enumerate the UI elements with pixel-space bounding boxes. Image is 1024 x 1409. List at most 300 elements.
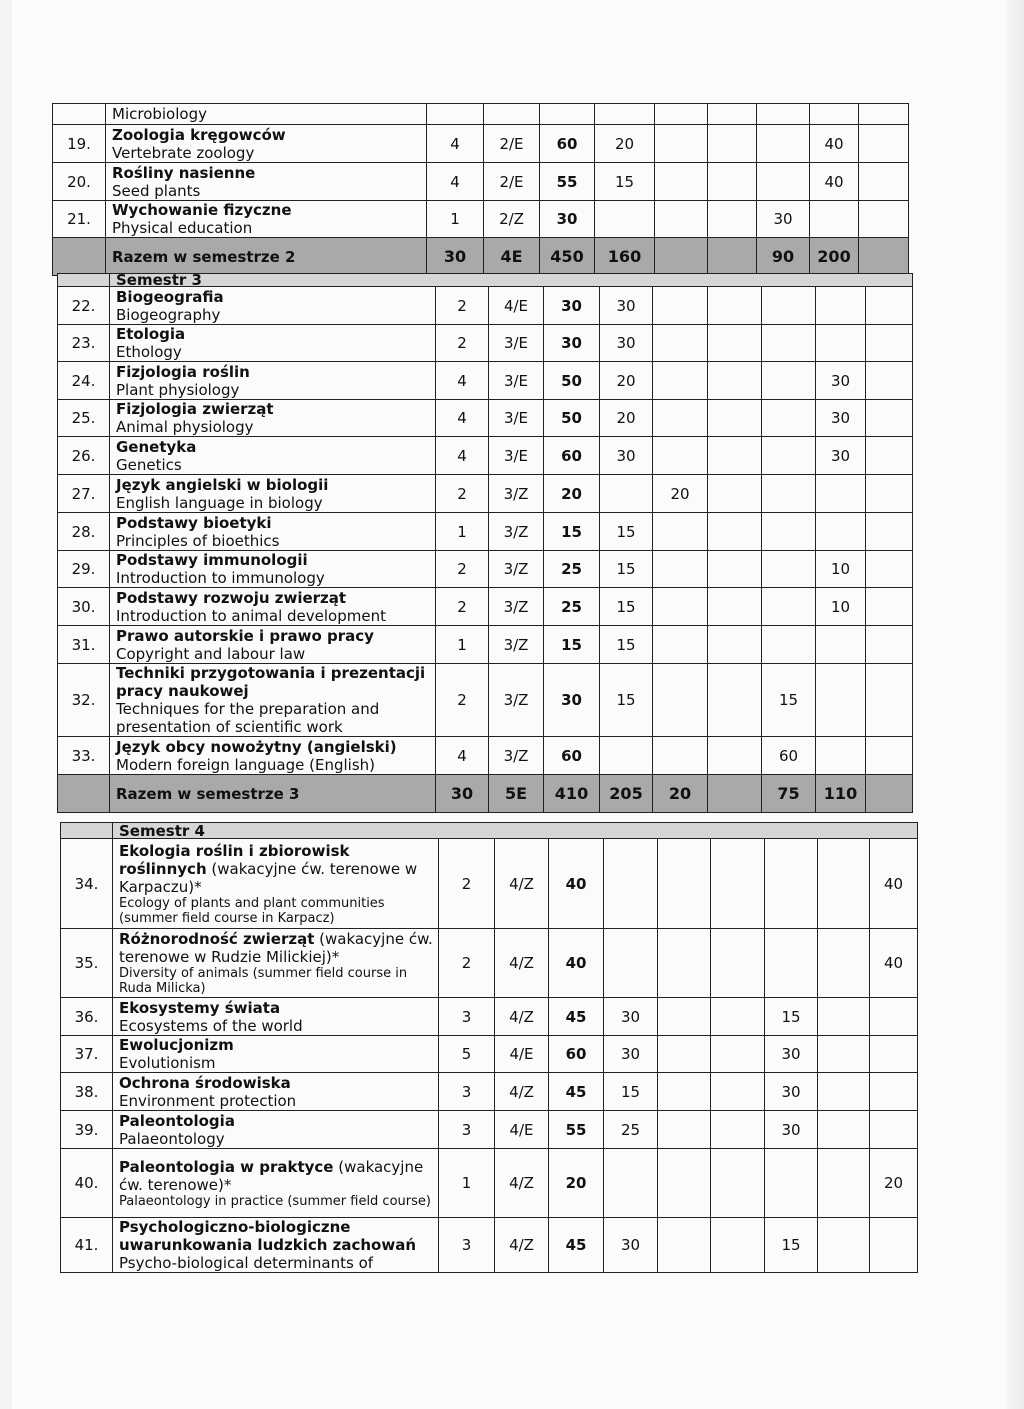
course-c6-cell (870, 998, 918, 1036)
summary-c3-cell (708, 238, 757, 276)
semester-summary-row (58, 775, 913, 813)
course-total-cell: 30 (544, 287, 600, 325)
course-c4-cell (762, 551, 816, 588)
course-c6-cell (870, 1111, 918, 1149)
course-c2-cell (658, 1218, 711, 1273)
course-ects-cell: 2 (436, 287, 489, 325)
summary-c6-cell (866, 775, 913, 813)
course-c4-cell: 30 (757, 201, 810, 238)
curriculum-table-semester-2 (52, 103, 909, 276)
course-number: 36. (61, 998, 113, 1036)
course-name-en: Plant physiology (116, 380, 240, 399)
course-c5-cell: 30 (816, 437, 866, 475)
course-ects-cell: 2 (436, 588, 489, 626)
course-c5-cell: 30 (816, 400, 866, 437)
course-number: 28. (58, 513, 110, 551)
course-row (53, 104, 909, 125)
course-c1-cell: 25 (604, 1111, 658, 1149)
course-c4-cell (762, 400, 816, 437)
course-name-pl: Podstawy bioetyki (116, 513, 272, 532)
course-c5-cell (810, 104, 859, 125)
course-c3-cell (708, 513, 762, 551)
course-c3-cell (708, 626, 762, 664)
course-name-pl: Fizjologia zwierząt (116, 400, 274, 418)
curriculum-table-semester-4 (60, 822, 918, 1273)
course-c1-cell: 20 (600, 362, 653, 400)
course-number: 38. (61, 1073, 113, 1111)
course-row (61, 1036, 918, 1073)
summary-sem-cell: 4E (484, 238, 540, 276)
course-c4-cell (762, 588, 816, 626)
course-total-cell: 45 (549, 1073, 604, 1111)
course-c5-cell (810, 201, 859, 238)
course-total-cell: 50 (544, 362, 600, 400)
course-c5-cell (816, 737, 866, 775)
summary-c4-cell: 75 (762, 775, 816, 813)
course-c3-cell (708, 437, 762, 475)
course-number: 19. (53, 125, 106, 163)
course-name-en: Modern foreign language (English) (116, 755, 376, 774)
course-c2-cell (655, 125, 708, 163)
course-c3-cell (708, 551, 762, 588)
course-name-cell (106, 104, 427, 125)
course-number: 31. (58, 626, 110, 664)
course-c3-cell (711, 1036, 765, 1073)
course-number: 20. (53, 163, 106, 201)
course-name-cell (110, 626, 436, 664)
course-total-cell: 40 (549, 839, 604, 929)
course-name-en: Palaeontology (119, 1129, 225, 1148)
course-c2-cell (653, 513, 708, 551)
course-c2-cell (653, 325, 708, 362)
course-name-pl: Fizjologia roślin (116, 362, 250, 381)
course-name-en: Introduction to immunology (116, 569, 325, 587)
course-c5-cell: 10 (816, 551, 866, 588)
course-name-en: Seed plants (112, 181, 201, 200)
course-number: 39. (61, 1111, 113, 1149)
course-ects-cell: 3 (439, 1073, 495, 1111)
course-c4-cell (762, 287, 816, 325)
course-name-en: Genetics (116, 455, 182, 474)
course-c1-cell: 20 (595, 125, 655, 163)
course-c1-cell: 15 (600, 551, 653, 588)
course-c2-cell: 20 (653, 475, 708, 513)
summary-c2-cell (655, 238, 708, 276)
course-number: 33. (58, 737, 110, 775)
course-c6-cell (870, 1036, 918, 1073)
course-name-cell (110, 588, 436, 626)
course-name-en: Evolutionism (119, 1054, 216, 1072)
course-sem-cell: 3/E (489, 400, 544, 437)
summary-c1-cell: 160 (595, 238, 655, 276)
course-ects-cell: 3 (439, 998, 495, 1036)
course-ects-cell (427, 104, 484, 125)
course-c1-cell: 15 (604, 1073, 658, 1111)
course-c3-cell (708, 125, 757, 163)
course-name-note: (wakacyjne ćw. terenowe)* (119, 1157, 424, 1194)
summary-ects-cell: 30 (427, 238, 484, 276)
course-c6-cell (859, 163, 909, 201)
course-name-cell (110, 400, 436, 437)
course-c5-cell: 40 (810, 125, 859, 163)
course-name-cell (106, 201, 427, 238)
course-total-cell: 60 (549, 1036, 604, 1073)
course-name-cell (113, 1036, 439, 1073)
course-c2-cell (653, 588, 708, 626)
course-name-en: Ethology (116, 343, 182, 361)
course-total-cell: 15 (544, 513, 600, 551)
course-name-en: Introduction to animal development (116, 606, 386, 625)
course-c4-cell (765, 839, 818, 929)
course-c6-cell: 20 (870, 1149, 918, 1218)
course-c3-cell (708, 325, 762, 362)
course-c1-cell: 15 (600, 513, 653, 551)
course-c3-cell (708, 104, 757, 125)
course-ects-cell: 2 (439, 839, 495, 929)
course-c3-cell (708, 588, 762, 626)
course-c1-cell (600, 475, 653, 513)
course-total-cell: 30 (544, 664, 600, 737)
course-name-en: Diversity of animals (summer field course in Ruda Milicka) (119, 966, 408, 996)
course-row (61, 929, 918, 998)
course-total-cell: 50 (544, 400, 600, 437)
course-sem-cell: 4/Z (495, 929, 549, 998)
course-ects-cell: 2 (439, 929, 495, 998)
summary-label: Razem w semestrze 2 (106, 238, 427, 276)
summary-c3-cell (708, 775, 762, 813)
course-name-en: Techniques for the preparation and presentation of scientific work (116, 700, 380, 736)
semester-header-label: Semestr 4 (113, 823, 918, 839)
course-name-en: English language in biology (116, 493, 323, 512)
course-ects-cell: 3 (439, 1111, 495, 1149)
course-total-cell: 20 (549, 1149, 604, 1218)
course-number: 41. (61, 1218, 113, 1273)
course-c5-cell: 10 (816, 588, 866, 626)
semester-header-no-cell (61, 823, 113, 839)
course-c3-cell (708, 400, 762, 437)
course-name-note: (wakacyjne ćw. terenowe w Rudzie Milickiej)* (119, 930, 433, 966)
course-c2-cell (653, 664, 708, 737)
course-name-cell (106, 163, 427, 201)
course-name-cell (113, 1149, 439, 1218)
semester-header-no-cell (58, 274, 110, 287)
course-ects-cell: 3 (439, 1218, 495, 1273)
course-c4-cell (765, 1149, 818, 1218)
course-c4-cell (757, 125, 810, 163)
summary-no-cell (58, 775, 110, 813)
course-ects-cell: 5 (439, 1036, 495, 1073)
course-c6-cell (866, 437, 913, 475)
summary-c5-cell: 200 (810, 238, 859, 276)
course-c6-cell (859, 125, 909, 163)
course-c1-cell: 15 (595, 163, 655, 201)
course-c2-cell (655, 163, 708, 201)
course-c2-cell (658, 839, 711, 929)
course-number: 32. (58, 664, 110, 737)
course-ects-cell: 2 (436, 664, 489, 737)
course-ects-cell: 4 (427, 163, 484, 201)
semester-header-row (58, 274, 913, 287)
course-name-cell (110, 513, 436, 551)
course-ects-cell: 1 (439, 1149, 495, 1218)
course-row (61, 1149, 918, 1218)
course-name-en: Ecosystems of the world (119, 1016, 303, 1035)
course-name-pl: Genetyka (116, 437, 197, 456)
course-sem-cell: 2/E (484, 163, 540, 201)
course-c1-cell (595, 201, 655, 238)
course-name-pl: Wychowanie fizyczne (112, 201, 292, 219)
course-number: 27. (58, 475, 110, 513)
course-ects-cell: 2 (436, 475, 489, 513)
course-c3-cell (708, 362, 762, 400)
course-name-cell (110, 287, 436, 325)
course-c1-cell: 15 (600, 588, 653, 626)
course-row (58, 475, 913, 513)
course-c4-cell: 15 (765, 1218, 818, 1273)
course-sem-cell: 4/Z (495, 1218, 549, 1273)
course-sem-cell: 3/Z (489, 551, 544, 588)
course-name-pl: Ewolucjonizm (119, 1036, 234, 1054)
course-total-cell: 40 (549, 929, 604, 998)
course-c4-cell (762, 325, 816, 362)
course-c1-cell: 20 (600, 400, 653, 437)
course-sem-cell: 3/Z (489, 588, 544, 626)
course-c4-cell: 60 (762, 737, 816, 775)
course-c6-cell (866, 475, 913, 513)
course-c6-cell (866, 737, 913, 775)
course-c6-cell (866, 551, 913, 588)
course-sem-cell: 4/Z (495, 1073, 549, 1111)
course-c4-cell: 30 (765, 1073, 818, 1111)
course-c2-cell (653, 287, 708, 325)
course-c3-cell (708, 737, 762, 775)
course-name-en: Animal physiology (116, 418, 254, 436)
course-c5-cell (818, 998, 870, 1036)
course-total-cell: 60 (544, 437, 600, 475)
course-row (58, 437, 913, 475)
course-sem-cell: 3/Z (489, 475, 544, 513)
course-sem-cell: 4/E (495, 1111, 549, 1149)
course-total-cell: 25 (544, 551, 600, 588)
course-row (58, 325, 913, 362)
course-c2-cell (653, 437, 708, 475)
course-name-pl: Podstawy rozwoju zwierząt (116, 588, 347, 607)
course-c6-cell (866, 325, 913, 362)
course-total-cell: 30 (540, 201, 595, 238)
course-name-cell (110, 475, 436, 513)
course-ects-cell: 1 (436, 626, 489, 664)
course-number (53, 104, 106, 125)
course-number: 29. (58, 551, 110, 588)
course-name-cell (113, 839, 439, 929)
course-name-cell (110, 664, 436, 737)
course-ects-cell: 1 (427, 201, 484, 238)
course-row (58, 287, 913, 325)
course-c5-cell (816, 626, 866, 664)
course-name-cell (110, 362, 436, 400)
course-c2-cell (653, 626, 708, 664)
course-c5-cell (816, 664, 866, 737)
course-c3-cell (711, 1111, 765, 1149)
course-sem-cell: 4/Z (495, 839, 549, 929)
course-name-cell (113, 998, 439, 1036)
course-c5-cell (818, 1218, 870, 1273)
course-c6-cell (866, 588, 913, 626)
course-total-cell: 45 (549, 1218, 604, 1273)
course-ects-cell: 4 (436, 437, 489, 475)
course-c1-cell (595, 104, 655, 125)
course-c1-cell: 30 (600, 325, 653, 362)
course-c2-cell (653, 362, 708, 400)
course-row (58, 513, 913, 551)
course-row (58, 551, 913, 588)
course-ects-cell: 2 (436, 551, 489, 588)
course-c5-cell (818, 1149, 870, 1218)
course-c1-cell: 15 (600, 664, 653, 737)
course-c5-cell: 40 (810, 163, 859, 201)
course-row (61, 998, 918, 1036)
course-name-pl: Paleontologia (119, 1111, 235, 1130)
course-c6-cell (866, 287, 913, 325)
course-name-note: (wakacyjne ćw. terenowe w Karpaczu)* (119, 859, 418, 896)
course-c4-cell (757, 104, 810, 125)
course-number: 26. (58, 437, 110, 475)
course-ects-cell: 4 (436, 737, 489, 775)
course-ects-cell: 4 (427, 125, 484, 163)
course-c5-cell (818, 1111, 870, 1149)
course-name-en: Copyright and labour law (116, 644, 306, 663)
course-c1-cell: 30 (600, 287, 653, 325)
summary-sem-cell: 5E (489, 775, 544, 813)
course-total-cell: 55 (540, 163, 595, 201)
semester-summary-row (53, 238, 909, 276)
course-name-pl: Zoologia kręgowców (112, 125, 286, 144)
course-c3-cell (711, 929, 765, 998)
course-c3-cell (708, 201, 757, 238)
course-c2-cell (653, 737, 708, 775)
course-sem-cell: 4/E (489, 287, 544, 325)
course-total-cell: 60 (540, 125, 595, 163)
course-name-cell (110, 737, 436, 775)
course-c6-cell (866, 664, 913, 737)
course-number: 34. (61, 839, 113, 929)
course-row (58, 737, 913, 775)
course-c1-cell: 30 (604, 1036, 658, 1073)
course-sem-cell: 3/Z (489, 626, 544, 664)
course-c4-cell (762, 362, 816, 400)
course-name-cell (113, 1073, 439, 1111)
course-row (53, 201, 909, 238)
course-number: 30. (58, 588, 110, 626)
course-name-pl: Paleontologia w praktyce (119, 1157, 334, 1176)
course-c5-cell (816, 287, 866, 325)
course-name-en: Microbiology (112, 105, 207, 123)
course-total-cell: 15 (544, 626, 600, 664)
course-c5-cell (816, 475, 866, 513)
course-total-cell: 20 (544, 475, 600, 513)
course-c1-cell: 15 (600, 626, 653, 664)
course-c1-cell (604, 929, 658, 998)
course-name-en: Psycho-biological determinants of (119, 1254, 374, 1272)
course-sem-cell: 4/E (495, 1036, 549, 1073)
course-c1-cell: 30 (600, 437, 653, 475)
course-c4-cell: 30 (765, 1111, 818, 1149)
course-total-cell: 30 (544, 325, 600, 362)
course-c2-cell (653, 551, 708, 588)
course-total-cell: 55 (549, 1111, 604, 1149)
course-c1-cell: 30 (604, 1218, 658, 1273)
summary-no-cell (53, 238, 106, 276)
course-c5-cell (818, 839, 870, 929)
course-c4-cell (762, 437, 816, 475)
course-name-cell (113, 929, 439, 998)
course-number: 25. (58, 400, 110, 437)
course-c6-cell (866, 400, 913, 437)
course-c6-cell: 40 (870, 839, 918, 929)
course-c2-cell (658, 1111, 711, 1149)
course-c3-cell (708, 163, 757, 201)
course-c2-cell (658, 1036, 711, 1073)
summary-total-cell: 410 (544, 775, 600, 813)
course-row (53, 125, 909, 163)
course-number: 21. (53, 201, 106, 238)
course-name-cell (110, 325, 436, 362)
course-c6-cell (870, 1218, 918, 1273)
course-sem-cell: 3/E (489, 325, 544, 362)
course-name-pl: Ekologia roślin i zbiorowisk roślinnych (119, 841, 350, 878)
course-c3-cell (708, 664, 762, 737)
course-c5-cell: 30 (816, 362, 866, 400)
course-c6-cell (870, 1073, 918, 1111)
course-sem-cell: 3/E (489, 437, 544, 475)
summary-c2-cell: 20 (653, 775, 708, 813)
course-c5-cell (818, 1073, 870, 1111)
course-name-en: Principles of bioethics (116, 531, 280, 550)
course-name-en: Palaeontology in practice (summer field course) (119, 1193, 431, 1209)
course-name-pl: Język obcy nowożytny (angielski) (116, 737, 397, 756)
summary-total-cell: 450 (540, 238, 595, 276)
course-ects-cell: 4 (436, 400, 489, 437)
course-c4-cell (762, 626, 816, 664)
course-name-en: Environment protection (119, 1091, 297, 1110)
course-c2-cell (658, 1149, 711, 1218)
course-row (58, 588, 913, 626)
course-c4-cell: 15 (762, 664, 816, 737)
course-row (61, 1218, 918, 1273)
course-name-pl: Język angielski w biologii (116, 475, 329, 494)
course-name-pl: Prawo autorskie i prawo pracy (116, 626, 374, 645)
course-number: 40. (61, 1149, 113, 1218)
course-row (61, 839, 918, 929)
course-c3-cell (711, 1149, 765, 1218)
course-c5-cell (818, 929, 870, 998)
course-name-pl: Rośliny nasienne (112, 163, 256, 182)
course-name-en: Biogeography (116, 305, 221, 324)
course-c2-cell (655, 104, 708, 125)
course-c5-cell (818, 1036, 870, 1073)
course-name-pl: Techniki przygotowania i prezentacji pracy naukowej (116, 664, 426, 700)
course-c2-cell (658, 1073, 711, 1111)
course-name-pl: Psychologiczno-biologiczne uwarunkowania ludzkich zachowań (119, 1218, 417, 1254)
course-name-en: Vertebrate zoology (112, 143, 255, 162)
course-ects-cell: 4 (436, 362, 489, 400)
course-name-en: Ecology of plants and plant communities (summer field course in Karpacz) (119, 895, 385, 926)
summary-c5-cell: 110 (816, 775, 866, 813)
summary-c1-cell: 205 (600, 775, 653, 813)
course-total-cell: 25 (544, 588, 600, 626)
course-number: 23. (58, 325, 110, 362)
course-c3-cell (708, 287, 762, 325)
